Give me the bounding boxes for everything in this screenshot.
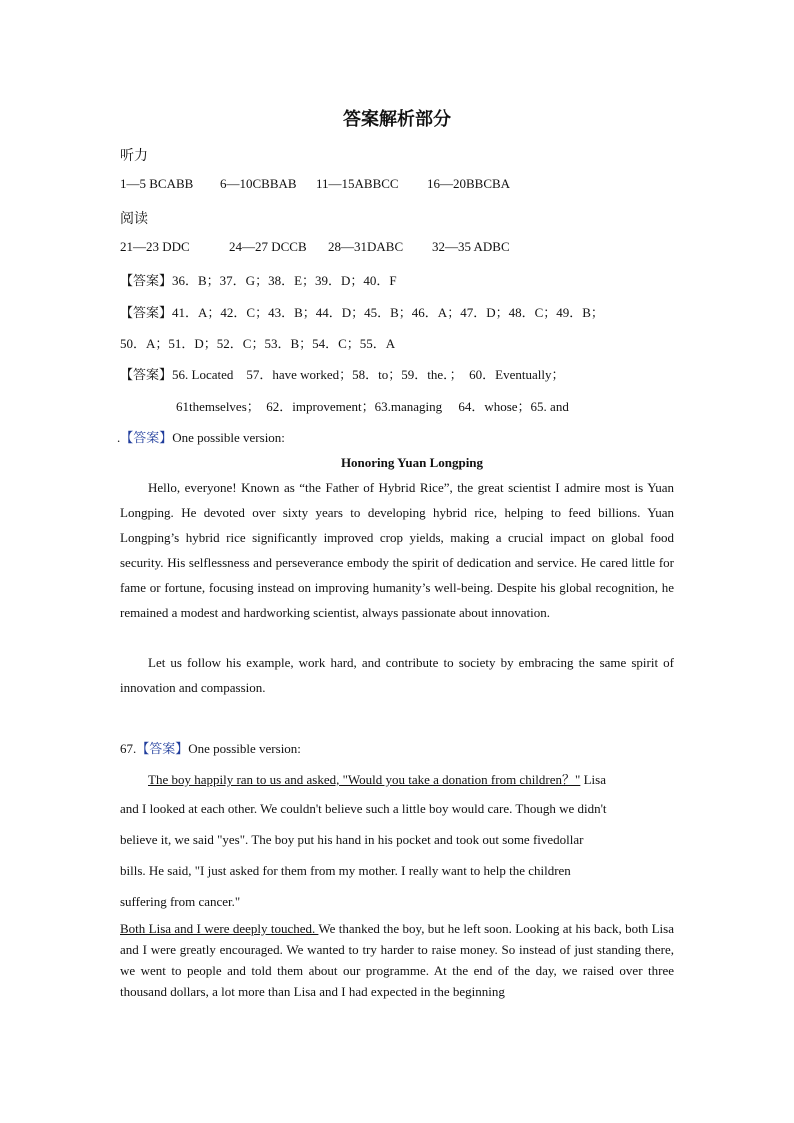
- listening-group: 11—15ABBCC: [316, 176, 399, 191]
- continuation-text: Lisa: [580, 772, 606, 787]
- continuation-line: [148, 769, 606, 788]
- continuation-line: believe it, we said "yes". The boy put his hand in his pocket and took out some fivedollar: [120, 832, 584, 847]
- reading-group: 28—31DABC: [328, 239, 404, 254]
- answer-bracket: 【答案】: [120, 431, 173, 446]
- listening-group: 16—20BBCBA: [427, 176, 511, 191]
- given-sentence: The boy happily ran to us and asked, "Would you take a donation from children？": [148, 772, 581, 787]
- reading-group: 32—35 ADBC: [432, 239, 510, 254]
- writing1-prefix: .: [117, 430, 121, 445]
- page-title: 答案解析部分: [343, 109, 451, 130]
- answer-text: 41．A；42．C；43．B；44．D；45．B；46．A；47．D；48．C；49．B；: [172, 305, 604, 320]
- writing1-intro: One possible version:: [172, 430, 285, 445]
- continuation-text: We thanked the boy, but he left soon. Looking at his back, both Lisa and I were greatly encouraged. We wanted to try harder to raise money. So instead of just standing there, we went to people and told them about our programme. At the end of the day, we raised over three thousand dollars, a lot more than Lisa and I had expected in the beginning: [120, 921, 675, 999]
- answer-line: 50．A；51．D；52．C；53．B；54．C；55．A: [120, 336, 396, 351]
- essay-paragraph: [120, 475, 674, 625]
- essay-paragraph-text: Hello, everyone! Known as “the Father of Hybrid Rice”, the great scientist I admire most is Yuan Longping. He devoted over sixty years to developing hybrid rice, helping to feed billions. Yuan Longping’s hybrid rice significantly improved crop yields, making a crucial impact on global food security. His selflessness and perseverance embody the spirit of dedication and service. He cared little for fame or fortune, focusing instead on improving humanity’s well-being. Despite his global recognition, he remained a modest and hardworking scientist, always passionate about innovation.: [120, 480, 674, 620]
- reading-label: 阅读: [120, 211, 148, 227]
- answer-bracket: 【答案】: [120, 274, 173, 289]
- answer-line: [120, 270, 397, 289]
- given-sentence: Both Lisa and I were deeply touched.: [120, 921, 319, 936]
- continuation-line: suffering from cancer.": [120, 894, 241, 909]
- question-number: 67.: [120, 741, 137, 756]
- essay-paragraph-text: Let us follow his example, work hard, and contribute to society by embracing the same spirit of innovation and compassion.: [120, 655, 674, 695]
- answer-text: 56. Located 57．have worked；58．to；59．the．； 60．Eventually；: [172, 367, 565, 382]
- answer-text: 36．B；37．G；38．E；39．D；40．F: [172, 273, 397, 288]
- continuation-paragraph: [120, 918, 674, 1002]
- listening-group: 6—10CBBAB: [220, 176, 297, 191]
- writing1-header: [117, 427, 285, 446]
- answer-bracket: 【答案】: [120, 368, 173, 383]
- answer-bracket: 【答案】: [120, 306, 173, 321]
- essay-title: Honoring Yuan Longping: [340, 455, 484, 470]
- answer-line: [120, 364, 564, 383]
- listening-label: 听力: [120, 148, 148, 164]
- writing2-intro: One possible version:: [188, 741, 301, 756]
- answer-line: [120, 302, 604, 321]
- reading-group: 24—27 DCCB: [229, 239, 307, 254]
- answer-line: 61themselves； 62．improvement；63.managing 64．whose；65. and: [176, 399, 569, 414]
- reading-answers: [120, 239, 510, 255]
- listening-group: 1—5 BCABB: [120, 176, 194, 191]
- continuation-line: and I looked at each other. We couldn't believe such a little boy would care. Though we didn't: [120, 801, 607, 816]
- listening-answers: [120, 176, 510, 192]
- writing2-header: [120, 738, 301, 757]
- reading-group: 21—23 DDC: [120, 239, 190, 254]
- continuation-line: bills. He said, "I just asked for them from my mother. I really want to help the children: [120, 863, 571, 878]
- essay-paragraph: [120, 650, 674, 700]
- answer-bracket: 【答案】: [136, 742, 189, 757]
